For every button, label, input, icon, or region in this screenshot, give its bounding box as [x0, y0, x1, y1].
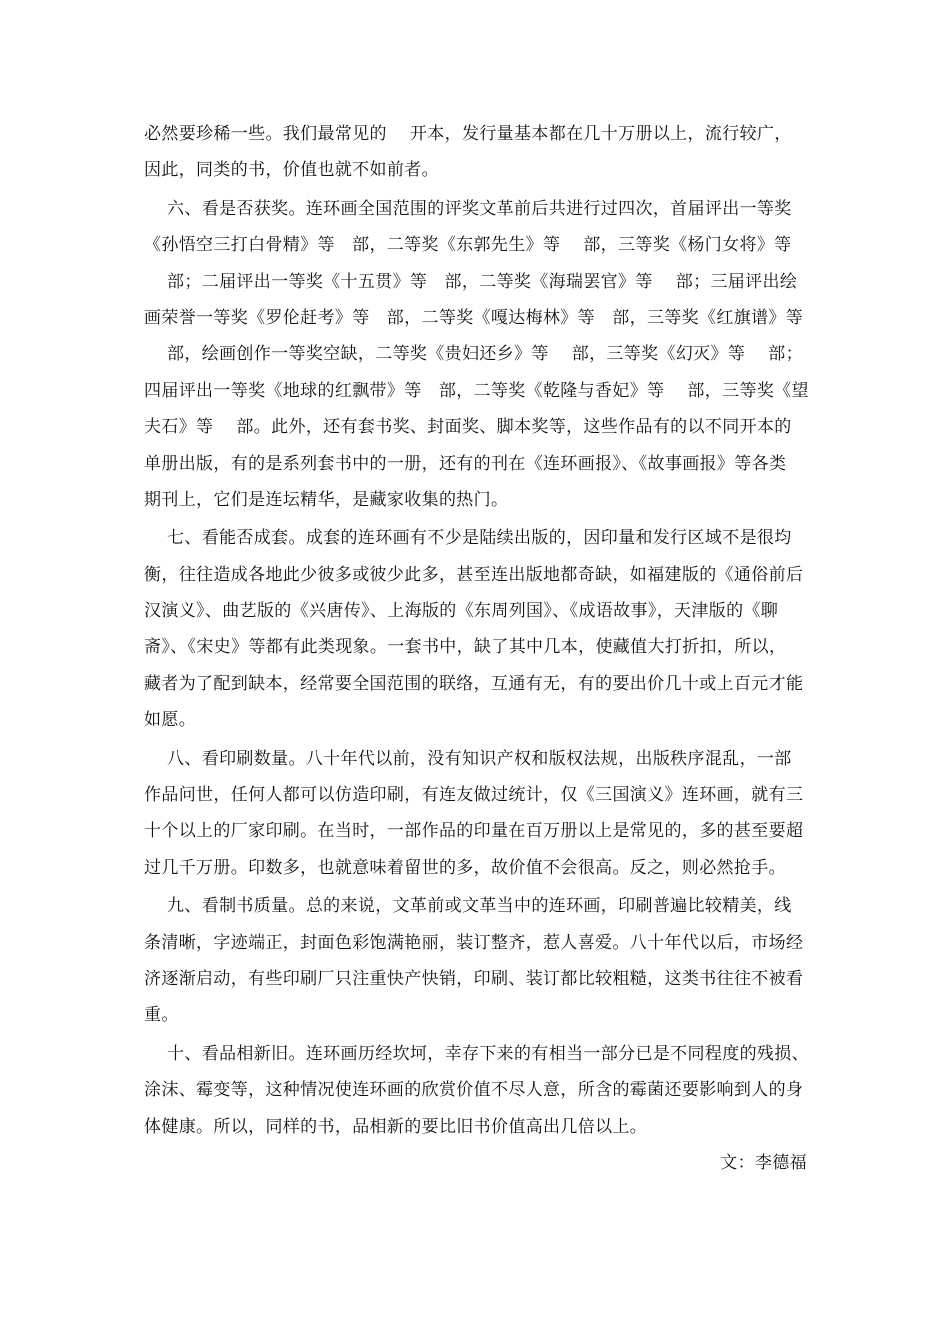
text-line: 单册出版，有的是系列套书中的一册，还有的刊在《连环画报》、《故事画报》等各类 [144, 453, 787, 474]
text-line: 十、看品相新旧。连环画历经坎坷，幸存下来的有相当一部分已是不同程度的残损、 [144, 1043, 809, 1064]
author-signature: 文：李德福 [720, 1152, 807, 1173]
text-line: 作品问世，任何人都可以仿造印刷，有连友做过统计，仅《三国演义》连环画，就有三 [144, 785, 804, 806]
text-line: 部，绘画创作一等奖空缺，二等奖《贵妇还乡》等 部，三等奖《幻灭》等 部； [144, 344, 803, 365]
paragraph-awards [144, 191, 807, 519]
text-line: 十个以上的厂家印刷。在当时，一部作品的印量在百万册以上是常见的，多的甚至要超 [144, 821, 804, 842]
text-line: 必然要珍稀一些。我们最常见的 开本，发行量基本都在几十万册以上，流行较广， [144, 124, 792, 144]
paragraph-quality [144, 888, 807, 1034]
text-line: 如愿。 [144, 710, 197, 731]
text-line: 藏者为了配到缺本，经常要全国范围的联络，互通有无，有的要出价几十或上百元才能 [144, 673, 804, 694]
text-line: 夫石》等 部。此外，还有套书奖、封面奖、脚本奖等，这些作品有的以不同开本的 [144, 417, 792, 438]
paragraph-continuation [144, 116, 807, 189]
text-line: 画荣誉一等奖《罗伦赶考》等 部，二等奖《嘎达梅林》等 部，三等奖《红旗谱》等 [144, 307, 804, 328]
text-line: 九、看制书质量。总的来说，文革前或文革当中的连环画，印刷普遍比较精美，线 [144, 896, 792, 917]
text-line: 《孙悟空三打白骨精》等 部，二等奖《东郭先生》等 部，三等奖《杨门女将》等 [144, 235, 792, 256]
paragraph-condition [144, 1036, 807, 1145]
text-line: 八、看印刷数量。八十年代以前，没有知识产权和版权法规，出版秩序混乱，一部 [144, 748, 792, 769]
text-line: 四届评出一等奖《地球的红飘带》等 部，二等奖《乾隆与香妃》等 部，三等奖《望 [144, 380, 809, 401]
text-line: 七、看能否成套。成套的连环画有不少是陆续出版的，因印量和发行区域不是很均 [144, 528, 792, 549]
text-line: 重。 [144, 1005, 179, 1026]
text-line: 因此，同类的书，价值也就不如前者。 [144, 160, 439, 181]
article-body [144, 116, 807, 1181]
text-line: 过几千万册。印数多，也就意味着留世的多，故价值不会很高。反之，则必然抢手。 [144, 857, 786, 878]
text-line: 汉演义》、曲艺版的《兴唐传》、上海版的《东周列国》、《成语故事》，天津版的《聊 [144, 601, 779, 622]
text-line: 体健康。所以，同样的书，品相新的要比旧书价值高出几倍以上。 [144, 1116, 648, 1137]
paragraph-sets [144, 520, 807, 738]
text-line: 斋》、《宋史》等都有此类现象。一套书中，缺了其中几本，使藏值大打折扣，所以， [144, 637, 787, 658]
text-line: 条清晰，字迹端正，封面色彩饱满艳丽，装订整齐，惹人喜爱。八十年代以后，市场经 [144, 932, 804, 953]
text-line: 期刊上，它们是连坛精华，是藏家收集的热门。 [144, 489, 509, 510]
text-line: 涂沫、霉变等，这种情况使连环画的欣赏价值不尽人意，所含的霉菌还要影响到人的身 [144, 1080, 804, 1101]
text-line: 六、看是否获奖。连环画全国范围的评奖文革前后共进行过四次，首届评出一等奖 [144, 198, 792, 219]
text-line: 衡，往往造成各地此少彼多或彼少此多，甚至连出版地都奇缺，如福建版的《通俗前后 [144, 564, 804, 585]
text-line: 部；二届评出一等奖《十五贯》等 部，二等奖《海瑞罢官》等 部；三届评出绘 [144, 271, 798, 292]
paragraph-print-run [144, 741, 807, 887]
text-line: 济逐渐启动，有些印刷厂只注重快产快销，印刷、装订都比较粗糙，这类书往往不被看 [144, 968, 804, 989]
